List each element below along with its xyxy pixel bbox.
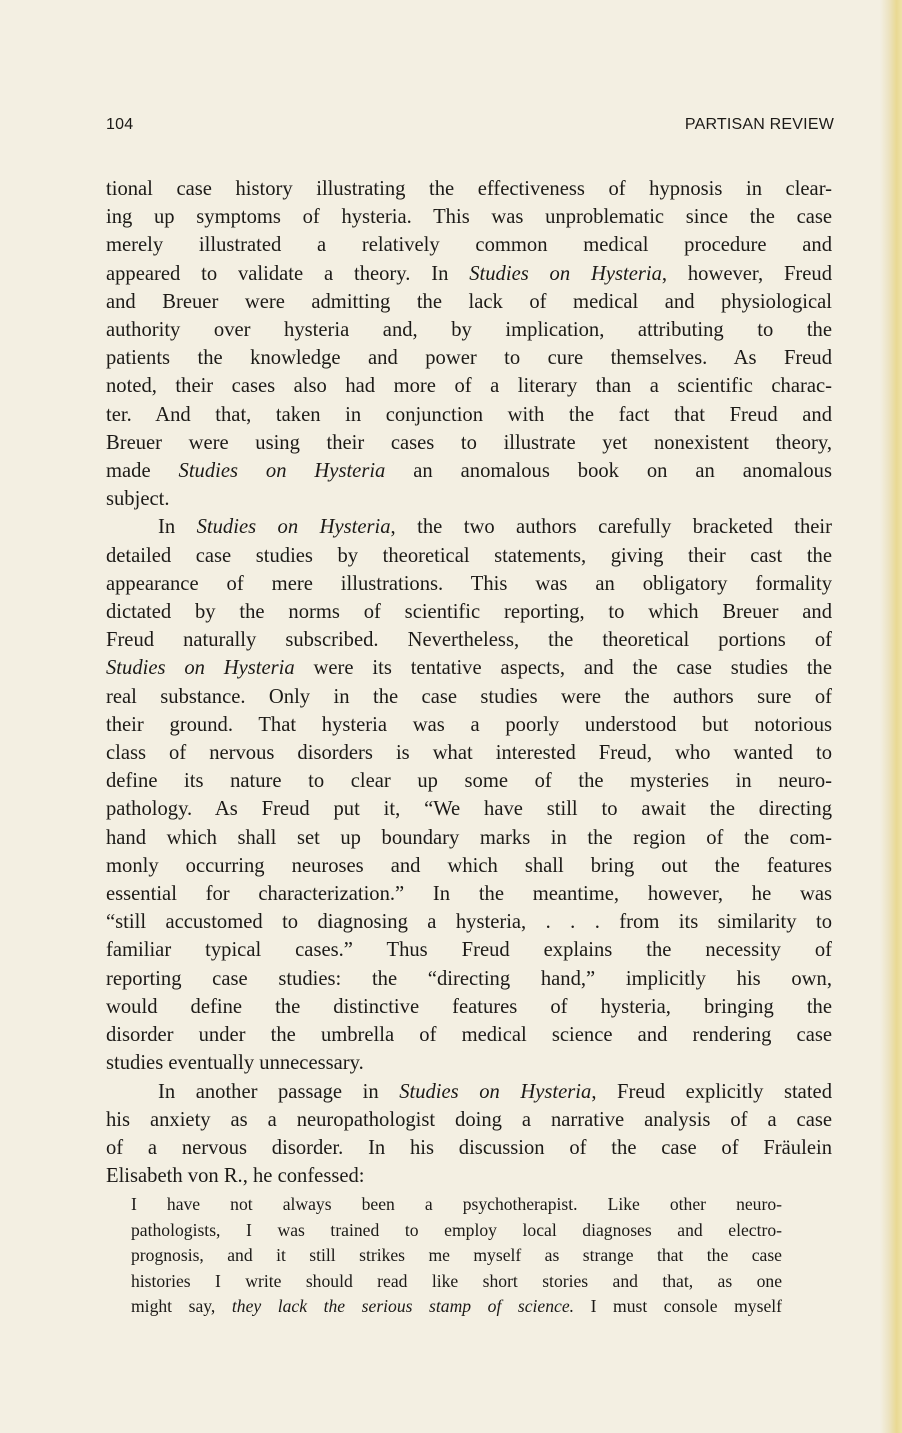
text-line xyxy=(106,598,832,626)
text-run: essential for characterization.” In the meantime, however, he was xyxy=(106,883,832,906)
text-line xyxy=(106,795,832,823)
text-line xyxy=(131,1269,782,1295)
text-line xyxy=(106,1021,832,1049)
text-line xyxy=(106,626,832,654)
text-line xyxy=(131,1192,782,1218)
text-run: noted, their cases also had more of a literary than a scientific charac- xyxy=(106,375,832,398)
text-line xyxy=(131,1218,782,1244)
text-line xyxy=(106,175,832,203)
text-run: define its nature to clear up some of the mysteries in neuro- xyxy=(106,770,832,793)
text-run: their ground. That hysteria was a poorly understood but notorious xyxy=(106,713,832,736)
text-run: real substance. Only in the case studies were the authors sure of xyxy=(106,685,832,708)
text-run: of a nervous disorder. In his discussion of the case of Fräulein xyxy=(106,1136,832,1159)
block-quote xyxy=(131,1192,782,1320)
journal-title: PARTISAN REVIEW xyxy=(684,116,834,133)
text-line xyxy=(106,1049,832,1077)
text-run: class of nervous disorders is what interested Freud, who wanted to xyxy=(106,742,832,765)
italic-title: Studies on Hysteria xyxy=(178,460,386,483)
text-line xyxy=(106,203,832,231)
text-line xyxy=(106,1162,832,1190)
text-line xyxy=(106,485,832,513)
text-run: disorder under the umbrella of medical science and rendering case xyxy=(106,1024,832,1047)
text-run: monly occurring neuroses and which shall bring out the features xyxy=(106,854,832,877)
text-line xyxy=(106,739,832,767)
text-run: authority over hysteria and, by implication, attributing to the xyxy=(106,319,832,342)
text-line xyxy=(106,908,832,936)
page-number: 104 xyxy=(106,116,134,133)
text-line xyxy=(106,231,832,259)
text-run: In xyxy=(158,516,197,539)
paragraph xyxy=(106,1078,832,1191)
text-run: and Breuer were admitting the lack of medical and physiological xyxy=(106,290,832,313)
running-header xyxy=(106,116,834,140)
text-run: familiar typical cases.” Thus Freud explains the necessity of xyxy=(106,939,832,962)
text-run: dictated by the norms of scientific reporting, to which Breuer and xyxy=(106,601,832,624)
text-line xyxy=(106,852,832,880)
text-run: might say, xyxy=(131,1296,232,1317)
text-line xyxy=(106,683,832,711)
text-line xyxy=(106,880,832,908)
text-run: appeared to validate a theory. In xyxy=(106,262,470,285)
text-run: reporting case studies: the “directing hand,” implicitly his own, xyxy=(106,967,832,990)
text-run: made xyxy=(106,460,179,483)
text-run: ing up symptoms of hysteria. This was unproblematic since the case xyxy=(106,206,832,229)
text-run: , however, Freud xyxy=(661,262,832,285)
text-run: prognosis, and it still strikes me myself as strange that the case xyxy=(131,1245,782,1266)
text-line xyxy=(106,372,832,400)
text-line xyxy=(106,457,832,485)
text-run: detailed case studies by theoretical statements, giving their cast the xyxy=(106,544,832,567)
text-run: I must console myself xyxy=(574,1296,782,1317)
text-run: Breuer were using their cases to illustrate yet nonexistent theory, xyxy=(106,431,832,454)
text-run: his anxiety as a neuropathologist doing a narrative analysis of a case xyxy=(106,1108,832,1131)
text-run: an anomalous book on an anomalous xyxy=(385,460,832,483)
text-line xyxy=(106,936,832,964)
text-line xyxy=(106,513,832,541)
text-run: histories I write should read like short stories and that, as one xyxy=(131,1270,782,1291)
text-run: “still accustomed to diagnosing a hysteria, . . . from its similarity to xyxy=(106,911,832,934)
italic-title: Studies on Hysteria xyxy=(196,516,391,539)
text-run: pathology. As Freud put it, “We have still to await the directing xyxy=(106,798,832,821)
italic-title: they lack the serious stamp of science. xyxy=(231,1296,575,1317)
body-text xyxy=(106,175,832,1190)
text-run: tional case history illustrating the effectiveness of hypnosis in clear- xyxy=(106,178,832,200)
text-line xyxy=(106,570,832,598)
text-run: , Freud explicitly stated xyxy=(591,1080,832,1103)
text-line xyxy=(106,767,832,795)
text-line xyxy=(106,993,832,1021)
text-line xyxy=(106,1134,832,1162)
text-run: subject. xyxy=(106,488,170,511)
text-line xyxy=(106,260,832,288)
text-run: were its tentative aspects, and the case studies the xyxy=(294,657,832,680)
text-line xyxy=(106,401,832,429)
text-line xyxy=(106,1106,832,1134)
italic-title: Studies on Hysteria xyxy=(106,657,295,680)
text-run: I have not always been a psychotherapist. Like other neuro- xyxy=(131,1194,782,1214)
text-line xyxy=(106,429,832,457)
text-line xyxy=(106,654,832,682)
text-line xyxy=(106,542,832,570)
text-line xyxy=(106,1078,832,1106)
text-line xyxy=(131,1243,782,1269)
text-line xyxy=(106,288,832,316)
text-run: pathologists, I was trained to employ local diagnoses and electro- xyxy=(131,1219,782,1240)
paragraph xyxy=(106,513,832,1077)
italic-title: Studies on Hysteria xyxy=(469,262,662,285)
text-line xyxy=(131,1294,782,1320)
text-run: ter. And that, taken in conjunction with the fact that Freud and xyxy=(106,403,832,426)
text-run: , the two authors carefully bracketed their xyxy=(390,516,832,539)
italic-title: Studies on Hysteria xyxy=(399,1080,592,1103)
text-run: merely illustrated a relatively common medical procedure and xyxy=(106,234,832,257)
text-run: patients the knowledge and power to cure themselves. As Freud xyxy=(106,347,832,370)
page-edge xyxy=(880,0,902,1433)
text-run: hand which shall set up boundary marks in the region of the com- xyxy=(106,826,832,849)
text-line xyxy=(106,824,832,852)
text-line xyxy=(106,316,832,344)
text-run: Elisabeth von R., he confessed: xyxy=(106,1165,365,1188)
text-run: In another passage in xyxy=(158,1080,400,1103)
text-line xyxy=(106,965,832,993)
text-line xyxy=(106,344,832,372)
text-run: Freud naturally subscribed. Nevertheless, the theoretical portions of xyxy=(106,629,832,652)
text-run: would define the distinctive features of hysteria, bringing the xyxy=(106,995,832,1018)
text-run: appearance of mere illustrations. This was an obligatory formality xyxy=(106,572,832,595)
text-run: studies eventually unnecessary. xyxy=(106,1052,364,1075)
text-line xyxy=(106,711,832,739)
paragraph xyxy=(106,175,832,513)
